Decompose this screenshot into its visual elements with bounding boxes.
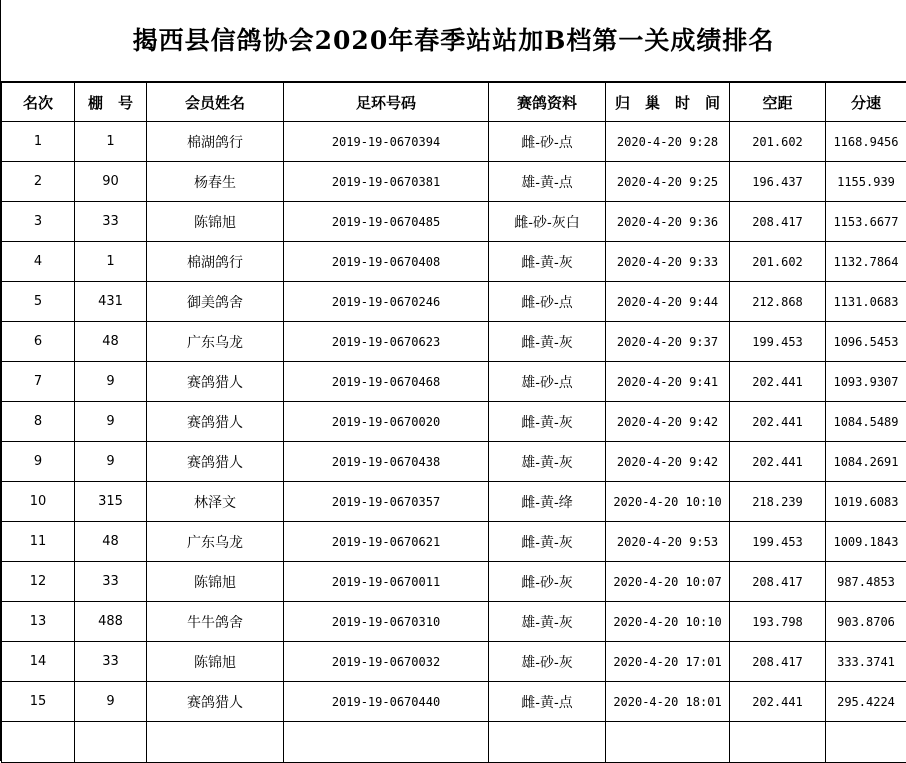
cell-rank: 15 — [2, 682, 75, 722]
cell-member-name: 赛鸽猎人 — [147, 442, 284, 482]
blank-cell — [606, 722, 730, 763]
blank-cell — [284, 722, 489, 763]
blank-cell — [75, 722, 147, 763]
cell-pigeon-info: 雌-砂-点 — [489, 282, 606, 322]
cell-pigeon-info: 雌-黄-灰 — [489, 402, 606, 442]
table-row — [2, 122, 906, 162]
cell-return-time: 2020-4-20 9:42 — [606, 402, 730, 442]
blank-cell — [826, 722, 906, 763]
cell-ring-number: 2019-19-0670468 — [284, 362, 489, 402]
cell-pigeon-info: 雌-砂-灰 — [489, 562, 606, 602]
table-row — [2, 362, 906, 402]
cell-distance: 208.417 — [730, 562, 826, 602]
table-row — [2, 562, 906, 602]
cell-speed: 1096.5453 — [826, 322, 906, 362]
cell-speed: 295.4224 — [826, 682, 906, 722]
cell-return-time: 2020-4-20 9:41 — [606, 362, 730, 402]
cell-distance: 201.602 — [730, 122, 826, 162]
cell-ring-number: 2019-19-0670020 — [284, 402, 489, 442]
cell-rank: 8 — [2, 402, 75, 442]
blank-cell — [2, 722, 75, 763]
cell-rank: 11 — [2, 522, 75, 562]
cell-speed: 1132.7864 — [826, 242, 906, 282]
cell-return-time: 2020-4-20 9:37 — [606, 322, 730, 362]
cell-distance: 218.239 — [730, 482, 826, 522]
cell-pigeon-info: 雌-砂-点 — [489, 122, 606, 162]
cell-return-time: 2020-4-20 10:10 — [606, 602, 730, 642]
cell-rank: 2 — [2, 162, 75, 202]
cell-member-name: 赛鸽猎人 — [147, 362, 284, 402]
cell-loft: 9 — [75, 362, 147, 402]
cell-rank: 7 — [2, 362, 75, 402]
cell-return-time: 2020-4-20 9:28 — [606, 122, 730, 162]
cell-distance: 199.453 — [730, 522, 826, 562]
cell-loft: 48 — [75, 322, 147, 362]
cell-distance: 208.417 — [730, 202, 826, 242]
cell-pigeon-info: 雌-黄-点 — [489, 682, 606, 722]
header-ring-number: 足环号码 — [284, 83, 489, 122]
table-row — [2, 322, 906, 362]
cell-speed: 333.3741 — [826, 642, 906, 682]
results-body — [2, 122, 906, 763]
cell-speed: 1155.939 — [826, 162, 906, 202]
cell-rank: 14 — [2, 642, 75, 682]
cell-rank: 4 — [2, 242, 75, 282]
header-distance: 空距 — [730, 83, 826, 122]
header-return-time: 归 巢 时 间 — [606, 83, 730, 122]
cell-distance: 208.417 — [730, 642, 826, 682]
cell-member-name: 棉湖鸽行 — [147, 242, 284, 282]
cell-loft: 48 — [75, 522, 147, 562]
table-row — [2, 402, 906, 442]
cell-return-time: 2020-4-20 9:36 — [606, 202, 730, 242]
cell-member-name: 杨春生 — [147, 162, 284, 202]
cell-rank: 6 — [2, 322, 75, 362]
cell-speed: 1093.9307 — [826, 362, 906, 402]
cell-speed: 903.8706 — [826, 602, 906, 642]
cell-loft: 33 — [75, 202, 147, 242]
cell-loft: 315 — [75, 482, 147, 522]
cell-ring-number: 2019-19-0670394 — [284, 122, 489, 162]
cell-distance: 202.441 — [730, 682, 826, 722]
cell-pigeon-info: 雌-黄-灰 — [489, 242, 606, 282]
blank-cell — [730, 722, 826, 763]
cell-ring-number: 2019-19-0670246 — [284, 282, 489, 322]
cell-pigeon-info: 雌-砂-灰白 — [489, 202, 606, 242]
table-row — [2, 482, 906, 522]
cell-distance: 201.602 — [730, 242, 826, 282]
cell-member-name: 林泽文 — [147, 482, 284, 522]
cell-return-time: 2020-4-20 10:07 — [606, 562, 730, 602]
cell-member-name: 广东乌龙 — [147, 322, 284, 362]
cell-distance: 202.441 — [730, 402, 826, 442]
cell-speed: 987.4853 — [826, 562, 906, 602]
cell-distance: 196.437 — [730, 162, 826, 202]
cell-speed: 1168.9456 — [826, 122, 906, 162]
cell-ring-number: 2019-19-0670032 — [284, 642, 489, 682]
cell-speed: 1019.6083 — [826, 482, 906, 522]
cell-rank: 12 — [2, 562, 75, 602]
cell-ring-number: 2019-19-0670621 — [284, 522, 489, 562]
cell-ring-number: 2019-19-0670357 — [284, 482, 489, 522]
cell-return-time: 2020-4-20 9:42 — [606, 442, 730, 482]
cell-speed: 1009.1843 — [826, 522, 906, 562]
header-loft: 棚 号 — [75, 83, 147, 122]
cell-member-name: 广东乌龙 — [147, 522, 284, 562]
table-row — [2, 282, 906, 322]
header-speed: 分速 — [826, 83, 906, 122]
cell-loft: 431 — [75, 282, 147, 322]
cell-loft: 33 — [75, 642, 147, 682]
cell-return-time: 2020-4-20 9:53 — [606, 522, 730, 562]
cell-distance: 202.441 — [730, 442, 826, 482]
table-row — [2, 202, 906, 242]
cell-distance: 212.868 — [730, 282, 826, 322]
cell-loft: 1 — [75, 242, 147, 282]
cell-loft: 9 — [75, 682, 147, 722]
cell-loft: 1 — [75, 122, 147, 162]
cell-ring-number: 2019-19-0670485 — [284, 202, 489, 242]
cell-member-name: 陈锦旭 — [147, 202, 284, 242]
table-row — [2, 682, 906, 722]
cell-return-time: 2020-4-20 9:44 — [606, 282, 730, 322]
cell-rank: 5 — [2, 282, 75, 322]
cell-member-name: 御美鸽舍 — [147, 282, 284, 322]
cell-rank: 9 — [2, 442, 75, 482]
header-rank: 名次 — [2, 83, 75, 122]
cell-pigeon-info: 雄-黄-灰 — [489, 442, 606, 482]
cell-member-name: 牛牛鸽舍 — [147, 602, 284, 642]
table-row — [2, 522, 906, 562]
cell-rank: 13 — [2, 602, 75, 642]
header-member-name: 会员姓名 — [147, 83, 284, 122]
cell-pigeon-info: 雄-黄-灰 — [489, 602, 606, 642]
blank-cell — [147, 722, 284, 763]
blank-row — [2, 722, 906, 763]
table-row — [2, 242, 906, 282]
page-title: 揭西县信鸽协会2020年春季站站加B档第一关成绩排名 — [1, 0, 906, 82]
cell-ring-number: 2019-19-0670381 — [284, 162, 489, 202]
cell-loft: 33 — [75, 562, 147, 602]
cell-speed: 1084.2691 — [826, 442, 906, 482]
cell-distance: 202.441 — [730, 362, 826, 402]
cell-loft: 90 — [75, 162, 147, 202]
cell-pigeon-info: 雄-黄-点 — [489, 162, 606, 202]
cell-speed: 1084.5489 — [826, 402, 906, 442]
cell-return-time: 2020-4-20 17:01 — [606, 642, 730, 682]
table-row — [2, 162, 906, 202]
cell-return-time: 2020-4-20 10:10 — [606, 482, 730, 522]
cell-ring-number: 2019-19-0670310 — [284, 602, 489, 642]
blank-cell — [489, 722, 606, 763]
table-row — [2, 442, 906, 482]
table-row — [2, 642, 906, 682]
cell-pigeon-info: 雄-砂-点 — [489, 362, 606, 402]
cell-distance: 193.798 — [730, 602, 826, 642]
cell-ring-number: 2019-19-0670011 — [284, 562, 489, 602]
cell-ring-number: 2019-19-0670408 — [284, 242, 489, 282]
cell-pigeon-info: 雌-黄-灰 — [489, 322, 606, 362]
results-table — [1, 82, 906, 763]
cell-return-time: 2020-4-20 9:25 — [606, 162, 730, 202]
cell-member-name: 棉湖鸽行 — [147, 122, 284, 162]
cell-return-time: 2020-4-20 9:33 — [606, 242, 730, 282]
cell-pigeon-info: 雌-黄-灰 — [489, 522, 606, 562]
cell-ring-number: 2019-19-0670438 — [284, 442, 489, 482]
cell-rank: 10 — [2, 482, 75, 522]
header-pigeon-info: 赛鸽资料 — [489, 83, 606, 122]
cell-loft: 9 — [75, 442, 147, 482]
cell-ring-number: 2019-19-0670623 — [284, 322, 489, 362]
cell-return-time: 2020-4-20 18:01 — [606, 682, 730, 722]
cell-loft: 9 — [75, 402, 147, 442]
cell-member-name: 陈锦旭 — [147, 642, 284, 682]
cell-loft: 488 — [75, 602, 147, 642]
cell-pigeon-info: 雌-黄-绛 — [489, 482, 606, 522]
cell-speed: 1131.0683 — [826, 282, 906, 322]
cell-member-name: 陈锦旭 — [147, 562, 284, 602]
cell-speed: 1153.6677 — [826, 202, 906, 242]
cell-rank: 1 — [2, 122, 75, 162]
header-row — [2, 83, 906, 122]
cell-member-name: 赛鸽猎人 — [147, 402, 284, 442]
cell-rank: 3 — [2, 202, 75, 242]
cell-member-name: 赛鸽猎人 — [147, 682, 284, 722]
cell-ring-number: 2019-19-0670440 — [284, 682, 489, 722]
cell-distance: 199.453 — [730, 322, 826, 362]
table-row — [2, 602, 906, 642]
cell-pigeon-info: 雄-砂-灰 — [489, 642, 606, 682]
